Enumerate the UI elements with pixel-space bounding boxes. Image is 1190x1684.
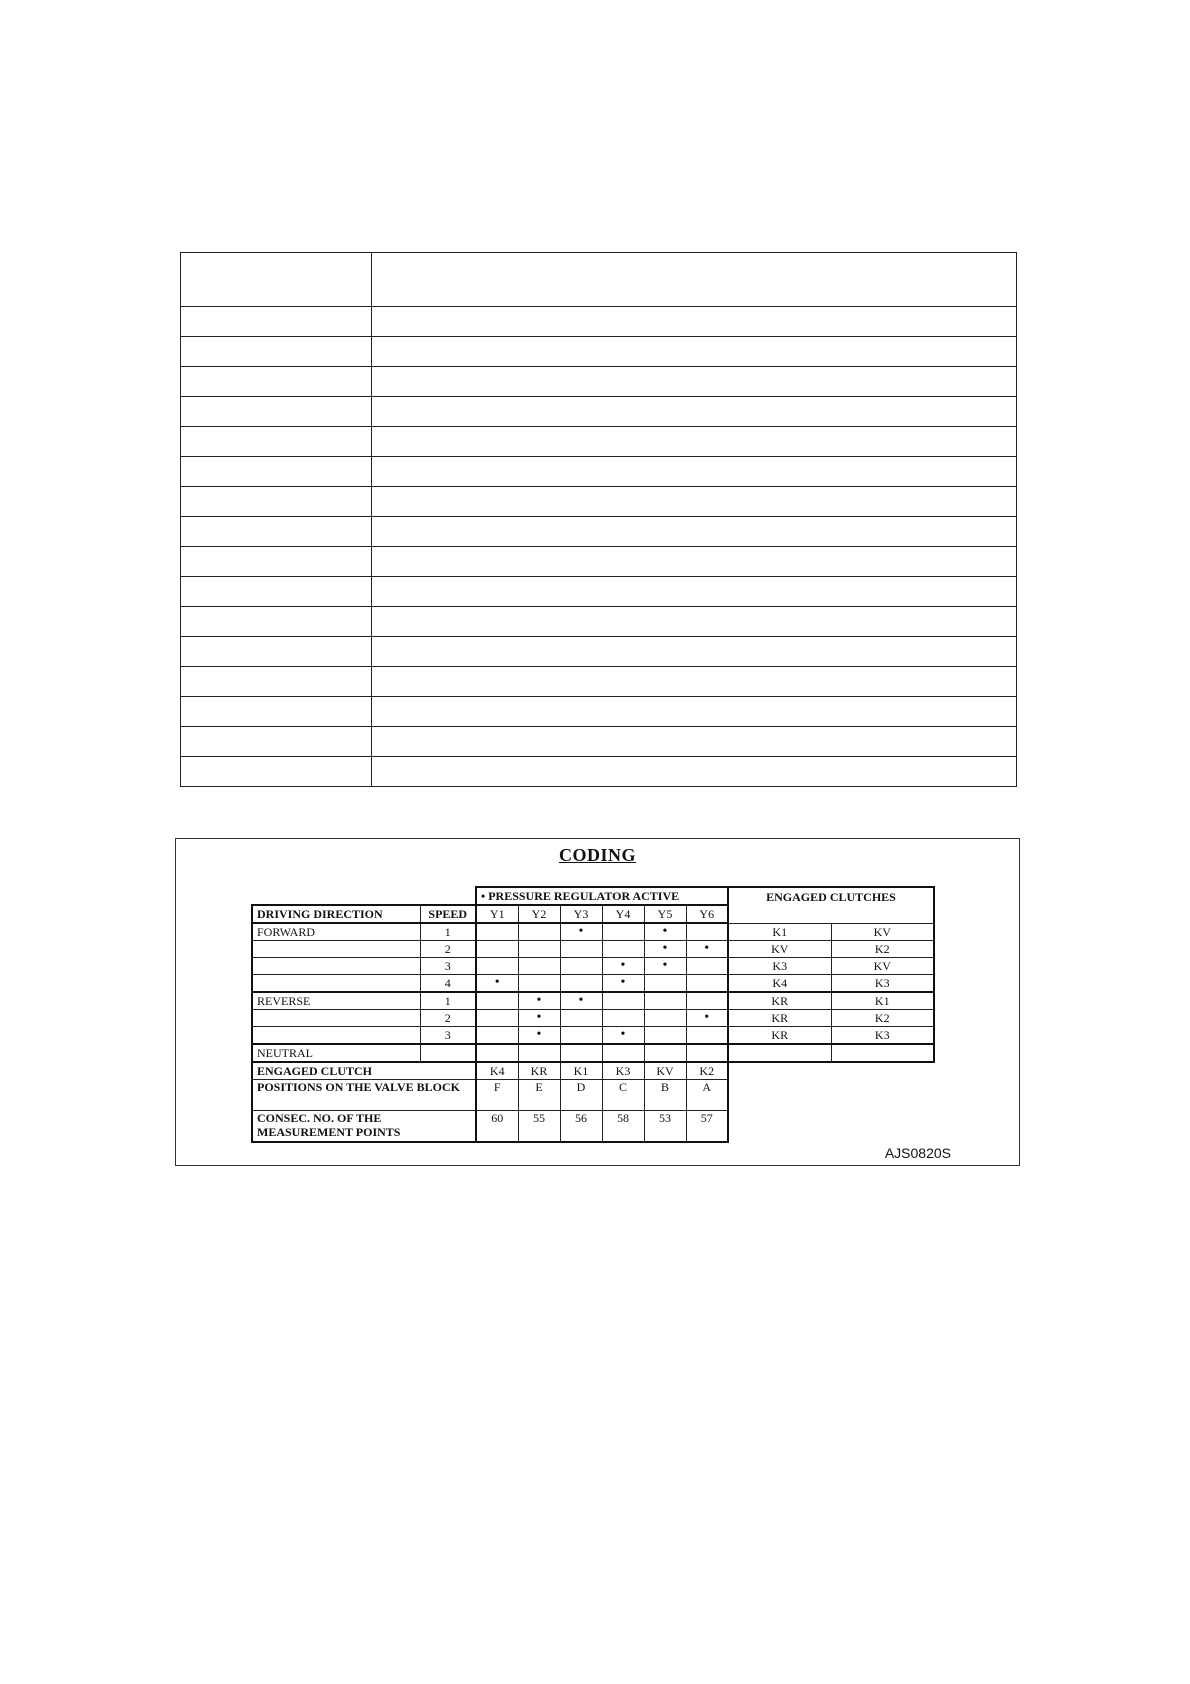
regulator-mark-cell [602,992,644,1010]
regulator-mark-cell [644,992,686,1010]
blank-table-row [181,547,1017,577]
positions-label: POSITIONS ON THE VALVE BLOCK [252,1080,476,1111]
blank-cell-label [181,607,372,637]
blank-cell-label [181,547,372,577]
blank-table-row [181,457,1017,487]
engaged-clutch-row [252,1062,934,1080]
engaged-clutch-value: K3 [602,1062,644,1080]
speed-cell: 2 [420,941,476,958]
coding-row [252,923,934,941]
regulator-mark-cell [560,958,602,975]
coding-table-body [252,887,934,1142]
clutch-cell: K2 [831,1010,934,1027]
coding-row [252,958,934,975]
positions-value: D [560,1080,602,1111]
engaged-clutch-value: K4 [476,1062,518,1080]
direction-cell [252,958,420,975]
blank-cell-label [181,727,372,757]
regulator-mark-cell: • [602,958,644,975]
blank-cell-label [181,307,372,337]
clutch-cell: K4 [728,975,831,993]
direction-cell [252,941,420,958]
consec-row [252,1111,934,1143]
speed-cell: 1 [420,923,476,941]
blank-cell-value [372,697,1017,727]
regulator-header: Y4 [602,905,644,923]
clutch-cell [728,1044,831,1062]
regulator-mark-cell: • [518,1027,560,1045]
regulator-mark-cell [518,975,560,993]
regulator-mark-cell [518,923,560,941]
consec-value: 53 [644,1111,686,1143]
positions-value: F [476,1080,518,1111]
regulator-mark-cell [686,1027,728,1045]
regulator-mark-cell: • [518,1010,560,1027]
blank-cell-label [181,253,372,307]
clutch-cell: KR [728,992,831,1010]
blank-cell-value [372,607,1017,637]
blank-cell-label [181,697,372,727]
regulator-mark-cell: • [686,941,728,958]
direction-cell [252,1027,420,1045]
blank-cell-value [372,337,1017,367]
regulator-header: Y6 [686,905,728,923]
regulator-mark-cell [560,1044,602,1062]
positions-value: B [644,1080,686,1111]
regulator-mark-cell [476,1027,518,1045]
speed-cell: 3 [420,1027,476,1045]
blank-table-row [181,697,1017,727]
clutch-cell [831,1044,934,1062]
regulator-mark-cell: • [686,1010,728,1027]
regulator-mark-cell [602,1010,644,1027]
regulator-mark-cell [686,1044,728,1062]
blank-cell-label [181,337,372,367]
blank-cell-label [181,637,372,667]
blank-table-row [181,253,1017,307]
figure-code: AJS0820S [884,1145,951,1161]
clutch-cell: K2 [831,941,934,958]
consec-value: 57 [686,1111,728,1143]
regulator-mark-cell [560,941,602,958]
regulator-header: Y3 [560,905,602,923]
speed-cell: 2 [420,1010,476,1027]
regulator-mark-cell [686,958,728,975]
regulator-mark-cell: • [602,1027,644,1045]
regulator-mark-cell: • [560,992,602,1010]
clutch-cell: K3 [728,958,831,975]
blank-table-row [181,637,1017,667]
clutch-cell: K1 [728,923,831,941]
blank-cell-label [181,487,372,517]
coding-table [251,886,935,1143]
coding-row [252,941,934,958]
blank-table-row [181,667,1017,697]
blank-table-row [181,367,1017,397]
regulator-mark-cell [518,941,560,958]
engaged-clutch-value: KR [518,1062,560,1080]
regulator-header: Y5 [644,905,686,923]
consec-value: 58 [602,1111,644,1143]
blank-cell-value [372,637,1017,667]
consec-value: 60 [476,1111,518,1143]
regulator-mark-cell [644,1027,686,1045]
regulator-mark-cell: • [644,941,686,958]
blank-cell-value [372,667,1017,697]
figure-title: CODING [558,845,636,865]
engaged-clutch-value: K1 [560,1062,602,1080]
speed-cell: 1 [420,992,476,1010]
empty-cell [728,1062,934,1080]
direction-cell: FORWARD [252,923,420,941]
blank-table-row [181,727,1017,757]
blank-cell-label [181,667,372,697]
blank-cell-value [372,577,1017,607]
coding-row [252,992,934,1010]
blank-table-body [181,253,1017,787]
positions-value: C [602,1080,644,1111]
blank-cell-label [181,457,372,487]
clutch-cell: KV [831,923,934,941]
clutch-cell: KV [728,941,831,958]
regulator-mark-cell: • [518,992,560,1010]
regulator-mark-cell [476,941,518,958]
consec-label: CONSEC. NO. OF THE MEASUREMENT POINTS [252,1111,476,1143]
engaged-clutch-value: K2 [686,1062,728,1080]
positions-row [252,1080,934,1111]
regulator-mark-cell [644,1010,686,1027]
blank-cell-label [181,757,372,787]
regulator-mark-cell [686,975,728,993]
engaged-clutch-value: KV [644,1062,686,1080]
blank-table-row [181,397,1017,427]
clutch-cell: KR [728,1010,831,1027]
clutch-cell: K3 [831,1027,934,1045]
blank-cell-value [372,547,1017,577]
consec-value: 56 [560,1111,602,1143]
regulator-mark-cell [518,1044,560,1062]
clutch-cell: K1 [831,992,934,1010]
direction-header: DRIVING DIRECTION [252,905,420,923]
blank-table-row [181,517,1017,547]
clutch-cell: KR [728,1027,831,1045]
regulator-mark-cell: • [644,958,686,975]
regulator-mark-cell [560,1010,602,1027]
blank-cell-label [181,517,372,547]
speed-cell: 3 [420,958,476,975]
engaged-clutch-label: ENGAGED CLUTCH [252,1062,476,1080]
regulator-mark-cell [644,975,686,993]
regulator-mark-cell [686,992,728,1010]
coding-row [252,1027,934,1045]
blank-table-row [181,607,1017,637]
clutch-cell: KV [831,958,934,975]
coding-figure [175,838,1020,1166]
regulator-mark-cell [560,975,602,993]
blank-cell-label [181,577,372,607]
blank-cell-value [372,367,1017,397]
regulator-header: Y2 [518,905,560,923]
blank-cell-value [372,517,1017,547]
regulator-mark-cell [644,1044,686,1062]
regulator-mark-cell: • [644,923,686,941]
blank-cell-value [372,427,1017,457]
blank-cell-value [372,397,1017,427]
blank-table-row [181,757,1017,787]
positions-value: E [518,1080,560,1111]
direction-cell: REVERSE [252,992,420,1010]
empty-cell [252,887,476,905]
blank-cell-value [372,487,1017,517]
blank-cell-value [372,757,1017,787]
regulator-mark-cell [686,923,728,941]
empty-cell [728,1080,934,1111]
direction-cell [252,1010,420,1027]
consec-value: 55 [518,1111,560,1143]
blank-cell-label [181,367,372,397]
blank-cell-value [372,727,1017,757]
regulator-mark-cell [560,1027,602,1045]
blank-cell-value [372,307,1017,337]
coding-row [252,1010,934,1027]
blank-table-row [181,487,1017,517]
direction-cell [252,975,420,993]
speed-cell: 4 [420,975,476,993]
blank-table-row [181,307,1017,337]
regulator-mark-cell [476,1010,518,1027]
blank-table-row [181,427,1017,457]
regulator-mark-cell [602,941,644,958]
regulator-mark-cell [476,1044,518,1062]
coding-row [252,975,934,993]
speed-header: SPEED [420,905,476,923]
coding-row [252,1044,934,1062]
blank-table-row [181,337,1017,367]
regulator-mark-cell [602,923,644,941]
blank-table [180,252,1017,787]
direction-cell: NEUTRAL [252,1044,420,1062]
regulator-mark-cell [602,1044,644,1062]
clutches-group-header: ENGAGED CLUTCHES [728,887,934,923]
regulator-mark-cell [518,958,560,975]
blank-cell-label [181,427,372,457]
regulator-mark-cell: • [560,923,602,941]
regulator-mark-cell: • [602,975,644,993]
clutch-cell: K3 [831,975,934,993]
empty-cell [728,1111,934,1143]
regulator-mark-cell: • [476,975,518,993]
regulator-mark-cell [476,958,518,975]
regulator-group-header: • PRESSURE REGULATOR ACTIVE [476,887,728,905]
blank-table-row [181,577,1017,607]
speed-cell [420,1044,476,1062]
regulator-header: Y1 [476,905,518,923]
blank-cell-label [181,397,372,427]
regulator-mark-cell [476,923,518,941]
group-header-row [252,887,934,905]
blank-cell-value [372,253,1017,307]
regulator-mark-cell [476,992,518,1010]
positions-value: A [686,1080,728,1111]
blank-cell-value [372,457,1017,487]
